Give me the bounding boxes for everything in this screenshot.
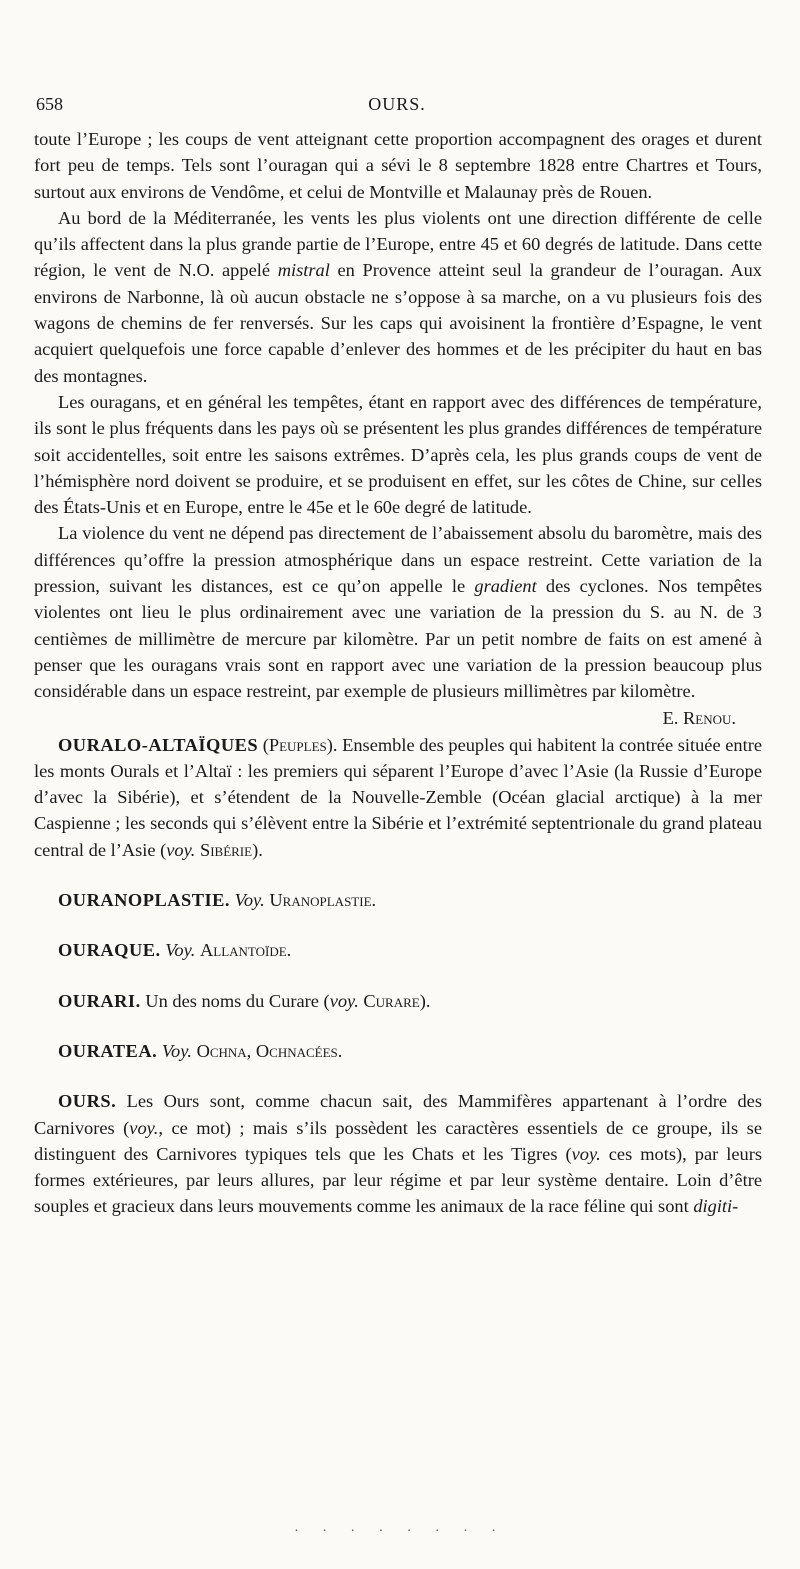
author-signature: E. Renou. <box>662 707 736 728</box>
entry-headword: OURAQUE. <box>58 940 161 961</box>
italic-term: digiti- <box>693 1196 739 1217</box>
entry-ouratea: OURATEA. Voy. Ochna, Ochnacées. <box>58 1040 343 1061</box>
cross-reference: Uranoplastie. <box>269 890 377 911</box>
cross-reference: Ochna, Ochnacées. <box>196 1040 343 1061</box>
paragraph-gradient: La violence du vent ne dépend pas directement de l’abaissement absolu du baromètre, mais des différences qu’offre la pression atmosphérique dans un espace restreint. Cette variation de la pression, suivant les distances, est ce qu’on appelle le gradient des cyclones. Nos tempêtes violentes ont lieu le plus ordinairement avec une variation de la pression du S. au N. de 3 centièmes de millimètre de mercure par kilomètre. Par un petit nombre de faits on est amené à penser que les ouragans vrais sont en rapport avec une variation de la pression beaucoup plus considérable dans un espace restreint, par exemple de plusieurs millimètres par kilomètre. E. Renou. <box>34 520 762 704</box>
running-title: OURS. <box>368 94 426 114</box>
italic-term: mistral <box>277 260 330 281</box>
page-header <box>36 94 758 118</box>
paragraph-mediterranee: Au bord de la Méditerranée, les vents les plus violents ont une direction différente de celle qu’ils affectent dans la plus grande partie de l’Europe, entre 45 et 60 degrés de latitude. Dans cette région, le vent de N.O. appelé mistral en Provence atteint seul la grandeur de l’ouragan. Aux environs de Narbonne, là où aucun obstacle ne s’oppose à sa marche, on a vu plusieurs fois des wagons de chemins de fer renversés. Sur les caps qui avoisinent la frontière d’Espagne, le vent acquiert quelquefois une force capable d’enlever des hommes et de les précipiter du haut en bas des montagnes. <box>34 207 762 386</box>
entry-headword: OURATEA. <box>58 1040 158 1061</box>
entry-headword: OURALO-ALTAÏQUES <box>58 734 259 755</box>
cross-reference: Sibérie <box>199 839 253 860</box>
paragraph-continuation: toute l’Europe ; les coups de vent atteignant cette proportion accompagnent des orages et durent fort peu de temps. Tels sont l’ouragan qui a sévi le 8 septembre 1828 entre Chartres et Tours, surtout aux environs de Vendôme, et celui de Montville et Malaunay près de Rouen. <box>34 129 762 202</box>
entry-ourari: OURARI. Un des noms du Curare (voy. Curare). <box>58 990 431 1011</box>
paragraph-ouragans: Les ouragans, et en général les tempêtes, étant en rapport avec des différences de température, ils sont le plus fréquents dans les pays où se présentent les plus grandes différences de température soit accidentelles, soit entre les saisons extrêmes. D’après cela, les plus grands coups de vent de l’hémisphère nord doivent se produire, et se produisent en effet, sur les côtes de Chine, sur celles des États-Unis et en Europe, entre le 45e et le 60e degré de latitude. <box>34 391 762 518</box>
page-number: 658 <box>36 94 63 114</box>
entry-ouraque: OURAQUE. Voy. Allantoïde. <box>58 940 292 961</box>
entry-ouralo-altaiques: OURALO-ALTAÏQUES (Peuples). Ensemble des peuples qui habitent la contrée située entre les monts Ourals et l’Altaï : les premiers qui séparent l’Europe d’avec l’Asie (la Russie d’Europe d’avec la Sibérie), et s’étendent de la Nouvelle-Zemble (Océan glacial arctique) à la mer Caspienne ; les seconds qui s’élèvent entre la Sibérie et l’extrémité septentrionale du grand plateau central de l’Asie (voy. Sibérie). <box>34 734 762 860</box>
cross-reference: Curare <box>363 990 420 1011</box>
body-text <box>34 126 762 1220</box>
entry-headword: OURANOPLASTIE. <box>58 890 231 911</box>
print-marks: · · · · · · · · <box>294 1524 506 1539</box>
entry-ours: OURS. Les Ours sont, comme chacun sait, des Mammifères appartenant à l’ordre des Carnivores (voy., ce mot) ; mais s’ils possèdent les caractères essentiels de ce groupe, ils se distinguent des Carnivores typiques tels que les Chats et les Tigres (voy. ces mots), par leurs formes extérieures, par leurs allures, par leur régime et par leur système dentaire. Loin d’être souples et gracieux dans leurs mouvements comme les animaux de la race féline qui sont digiti- <box>34 1091 763 1217</box>
entry-headword: OURARI. <box>58 990 141 1011</box>
entry-headword: OURS. <box>58 1091 117 1112</box>
italic-term: gradient <box>474 576 537 597</box>
entry-ouranoplastie: OURANOPLASTIE. Voy. Uranoplastie. <box>58 890 377 911</box>
cross-reference: Allantoïde. <box>199 940 292 961</box>
